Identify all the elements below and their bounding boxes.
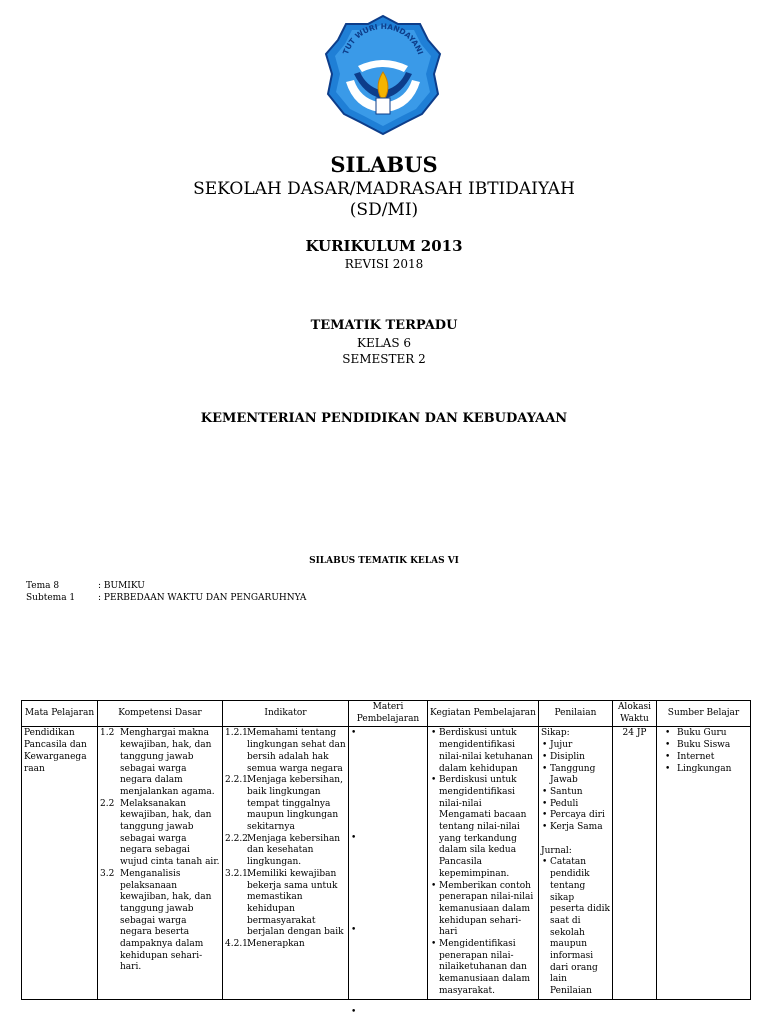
header-alokasi: Alokasi Waktu — [613, 701, 657, 727]
cell-mapel: Pendidikan Pancasila dan Kewarganega raan — [22, 727, 98, 999]
kelas-label: KELAS 6 — [356, 336, 412, 350]
kd-number: 3.2 — [100, 868, 115, 879]
cover-title: SILABUS — [330, 152, 438, 177]
materi-bullet: • — [351, 925, 357, 936]
sumber-list — [659, 728, 748, 775]
kd-item — [100, 799, 220, 869]
kegiatan-item: • Berdiskusi untuk mengidentifikasi nilai-nilai ketuhanan dalam kehidupan — [439, 728, 536, 775]
header-kd: Kompetensi Dasar — [98, 701, 223, 727]
indikator-item — [225, 728, 346, 775]
kurikulum-heading: KURIKULUM 2013 — [305, 237, 463, 255]
materi-bullet: • — [351, 728, 357, 739]
kementerian-heading: KEMENTERIAN PENDIDIKAN DAN KEBUDAYAAN — [200, 411, 568, 426]
indikator-item — [225, 834, 346, 869]
indikator-item — [225, 775, 346, 834]
cell-kegiatan — [428, 727, 539, 999]
indikator-item — [225, 869, 346, 939]
kd-item — [100, 728, 220, 798]
indikator-text: Menjaga kebersihan, baik lingkungan tempat tinggalnya maupun lingkungan sekitarnya — [247, 775, 343, 833]
sumber-item: • Buku Guru — [677, 728, 748, 740]
kegiatan-item: • Berdiskusi untuk mengidentifikasi nilai-nilai Mengamati bacaan tentang nilai-nilai yang terkandung dalam sila kedua Pancasila kepemimpinan. — [439, 775, 536, 880]
header-mapel: Mata Pelajaran — [22, 701, 98, 727]
kd-text: Menganalisis pelaksanaan kewajiban, hak, dan tanggung jawab sebagai warga negara beserta dampaknya dalam kehidupan sehari-hari. — [120, 868, 212, 973]
subtema-label: Subtema 1 — [26, 593, 76, 603]
kelas-semester — [0, 335, 768, 367]
kd-text: Menghargai makna kewajiban, hak, dan tanggung jawab sebagai warga negara dalam menjalankan agama. — [120, 728, 215, 797]
header-indikator: Indikator — [223, 701, 349, 727]
subtema-value: : PERBEDAAN WAKTU DAN PENGARUHNYA — [98, 593, 307, 603]
jurnal-list — [541, 857, 610, 986]
sikap-list — [541, 740, 610, 834]
revisi-label: REVISI 2018 — [344, 257, 424, 271]
sikap-item: • Jujur — [550, 740, 610, 752]
cell-alokasi: 24 JP — [613, 727, 657, 999]
indikator-number: 1.2.1 — [225, 728, 248, 739]
kegiatan-list — [430, 728, 536, 997]
indikator-text: Memiliki kewajiban bekerja sama untuk memastikan kehidupan bermasyarakat berjalan dengan baik — [247, 868, 344, 938]
kegiatan-item: • Mengidentifikasi penerapan nilai-nilaiketuhanan dan kemanusiaan dalam masyarakat. — [439, 939, 536, 998]
sumber-item: • Internet — [677, 752, 748, 764]
materi-bullet: • — [351, 1007, 357, 1018]
header-penilaian: Penilaian — [539, 701, 613, 727]
sikap-item: • Tanggung Jawab — [550, 764, 610, 787]
tut-wuri-handayani-logo — [324, 14, 442, 136]
cell-penilaian — [539, 727, 613, 999]
cell-kd — [98, 727, 223, 999]
cell-materi — [349, 727, 428, 1018]
kd-number: 1.2 — [100, 728, 115, 739]
school-line-1: SEKOLAH DASAR/MADRASAH IBTIDAIYAH — [193, 179, 575, 199]
sikap-item: • Percaya diri — [550, 810, 610, 822]
indikator-number: 2.2.1. — [225, 775, 251, 786]
school-line-2: (SD/MI) — [349, 200, 419, 220]
logo-motto: TUT WURI HANDAYANI — [341, 21, 425, 56]
subtema-row — [26, 592, 306, 604]
tema-info — [26, 580, 306, 604]
tematik-heading: TEMATIK TERPADU — [310, 318, 458, 333]
jurnal-item: • Catatan pendidik tentang sikap peserta didik saat di sekolah maupun informasi dari orang lain — [550, 857, 610, 986]
semester-label: SEMESTER 2 — [342, 352, 426, 366]
sumber-item: • Lingkungan — [677, 764, 748, 776]
kegiatan-item: • Memberikan contoh penerapan nilai-nilai kemanusiaan dalam kehidupan sehari-hari — [439, 881, 536, 940]
header-sumber: Sumber Belajar — [657, 701, 751, 727]
tema-value: : BUMIKU — [98, 581, 145, 591]
indikator-number: 2.2.2 — [225, 833, 248, 844]
header-materi: Materi Pembelajaran — [349, 701, 428, 727]
indikator-text: Menerapkan — [247, 939, 305, 950]
sumber-item: • Buku Siswa — [677, 740, 748, 752]
jurnal-label: Jurnal: — [541, 845, 572, 856]
sikap-label: Sikap: — [541, 728, 570, 739]
materi-bullet: • — [351, 833, 357, 844]
indikator-number: 3.2.1. — [225, 868, 251, 879]
sikap-item: • Disiplin — [550, 752, 610, 764]
kd-text: Melaksanakan kewajiban, hak, dan tanggung jawab sebagai warga negara sebagai wujud cinta tanah air. — [120, 798, 220, 868]
kd-item — [100, 869, 220, 974]
sikap-item: • Santun — [550, 787, 610, 799]
sikap-item: • Kerja Sama — [550, 822, 610, 834]
sikap-item: • Peduli — [550, 799, 610, 811]
table-header-row — [22, 701, 751, 727]
indikator-number: 4.2.1. — [225, 939, 251, 950]
silabus-table — [21, 700, 751, 1018]
kd-number: 2.2 — [100, 798, 115, 809]
table-row — [22, 727, 751, 999]
cell-sumber — [657, 727, 751, 999]
school-name — [0, 179, 768, 221]
indikator-text: Memahami tentang lingkungan sehat dan bersih adalah hak semua warga negara — [247, 728, 346, 774]
cell-indikator — [223, 727, 349, 999]
penilaian-trailing: Penilaian — [550, 986, 592, 997]
indikator-text: Menjaga kebersihan dan kesehatan lingkungan. — [247, 833, 341, 868]
indikator-item — [225, 939, 346, 951]
tema-label: Tema 8 — [26, 581, 60, 591]
silabus-subtitle: SILABUS TEMATIK KELAS VI — [309, 556, 459, 566]
tema-row — [26, 580, 306, 592]
header-kegiatan: Kegiatan Pembelajaran — [428, 701, 539, 727]
